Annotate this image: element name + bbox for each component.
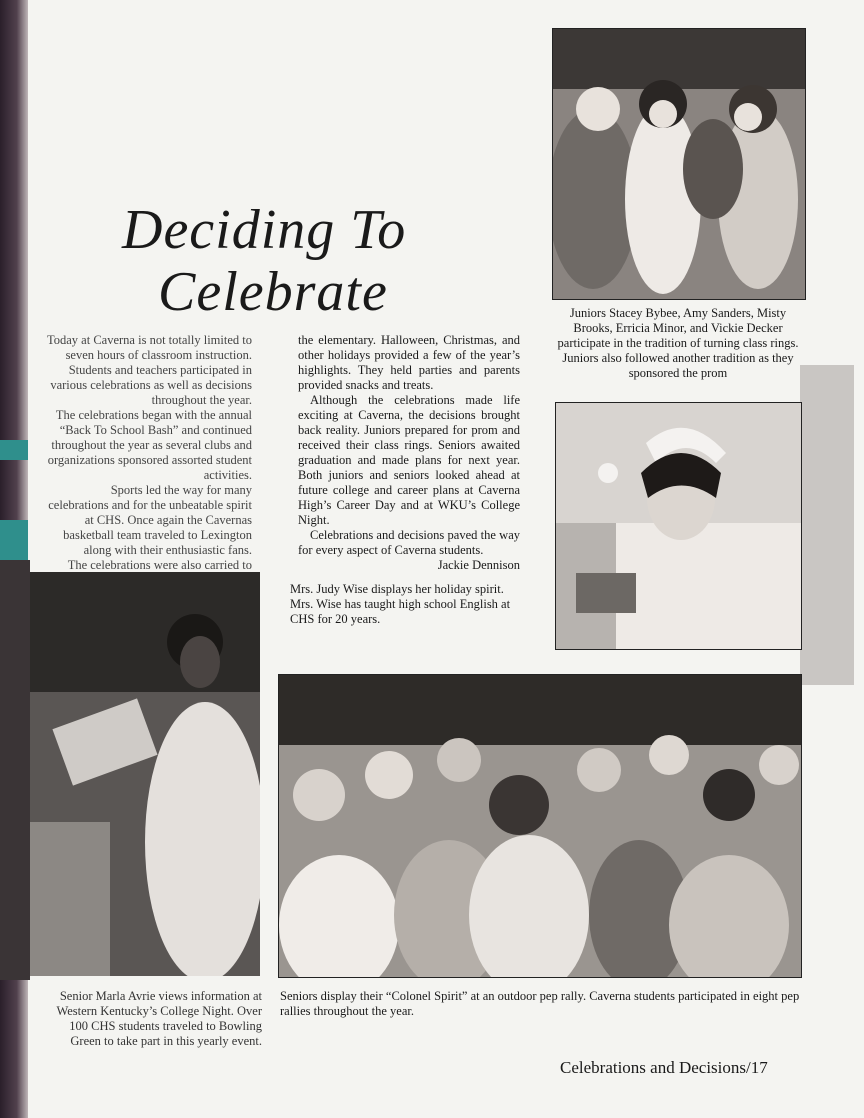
spine-shadow — [0, 560, 30, 980]
photo-class-rings — [552, 28, 806, 300]
photo-pep-rally-art — [279, 675, 801, 977]
article-title-line2: Celebrate — [158, 261, 388, 323]
photo-mrs-wise-art — [556, 403, 801, 649]
photo-college-night-art — [30, 572, 260, 976]
caption-college-night: Senior Marla Avrie views information at Western Kentucky’s College Night. Over 100 CHS students traveled to Bowling Green to take part in this yearly event. — [56, 989, 262, 1048]
caption-class-rings: Juniors Stacey Bybee, Amy Sanders, Misty Brooks, Erricia Minor, and Vickie Decker participate in the tradition of turning class rings. Juniors also followed another tradition as they sponsored the prom — [557, 306, 799, 380]
article-left-column — [40, 333, 252, 573]
article-paragraph: the elementary. Halloween, Christmas, and other holidays provided a few of the year’s highlights. They held parties and parents provided snacks and treats. — [298, 333, 520, 392]
article-paragraph: Today at Caverna is not totally limited to seven hours of classroom instruction. Students and teachers participated in various celebrations as well as decisions throughout the year. — [47, 333, 252, 407]
article-mid-column — [298, 333, 520, 573]
gray-accent-band — [800, 365, 854, 685]
article-title-line1: Deciding To — [122, 199, 407, 261]
article-byline: Jackie Dennison — [437, 558, 520, 572]
article-paragraph: Sports led the way for many celebrations and for the unbeatable spirit at CHS. Once again the Cavernas basketball team traveled to Lexington along with their enthusiastic fans. — [48, 483, 252, 557]
photo-college-night — [30, 572, 260, 976]
article-paragraph: The celebrations were also carried to — [67, 558, 252, 572]
page-footer: Celebrations and Decisions/17 — [560, 1058, 768, 1077]
article-paragraph: Although the celebrations made life exciting at Caverna, the decisions brought back reality. Juniors prepared for prom and received their class rings. Seniors awaited graduation and made plans for next year. Both juniors and seniors looked ahead at future college and career plans at Caverna High’s Career Day and at WKU’s College Night. — [298, 393, 520, 527]
article-paragraph: The celebrations began with the annual “Back To School Bash” and continued throughout the year as several clubs and organizations sponsored assorted student activities. — [47, 408, 252, 482]
spine-accent-lower — [0, 520, 28, 560]
photo-pep-rally — [278, 674, 802, 978]
caption-mrs-wise: Mrs. Judy Wise displays her holiday spirit. Mrs. Wise has taught high school English at CHS for 20 years. — [290, 582, 511, 626]
photo-class-rings-art — [553, 29, 805, 299]
caption-pep-rally: Seniors display their “Colonel Spirit” at an outdoor pep rally. Caverna students participated in eight pep rallies throughout the year. — [280, 989, 800, 1018]
article-paragraph: Celebrations and decisions paved the way for every aspect of Caverna students. — [298, 528, 520, 557]
spine-accent — [0, 440, 28, 460]
photo-mrs-wise — [555, 402, 802, 650]
